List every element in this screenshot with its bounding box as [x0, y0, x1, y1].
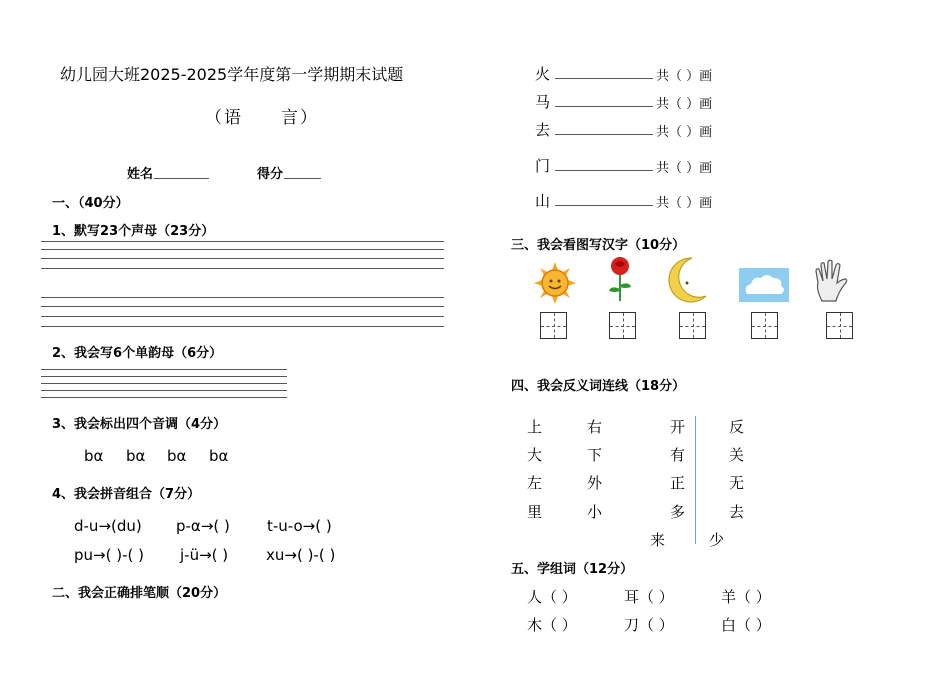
stroke-blank[interactable] [555, 205, 653, 206]
stroke-count[interactable]: 共（ ）画 [656, 161, 713, 176]
moon-icon [666, 256, 708, 304]
question-3: 3、我会标出四个音调（4分） [52, 417, 227, 432]
stroke-blank[interactable] [555, 106, 653, 107]
word-group-item[interactable]: 木（ ） [527, 616, 577, 634]
stroke-blank[interactable] [555, 170, 653, 171]
antonym-word[interactable]: 多 [670, 503, 686, 521]
section-2-heading: 二、我会正确排笔顺（20分） [52, 586, 227, 601]
stroke-char: 去 [535, 121, 551, 139]
antonym-word[interactable]: 来 [650, 531, 666, 549]
stroke-char: 山 [535, 192, 551, 210]
pinyin-item[interactable]: xu→( )-( ) [266, 546, 336, 564]
stroke-count[interactable]: 共（ ）画 [656, 125, 713, 140]
tianzi-box[interactable] [540, 312, 567, 339]
section-5-heading: 五、学组词（12分） [511, 562, 634, 577]
page-title: 幼儿园大班2025-2025学年度第一学期期末试题 [60, 65, 404, 84]
antonym-word[interactable]: 关 [729, 446, 745, 464]
cloud-icon [739, 268, 789, 302]
word-group-item[interactable]: 人（ ） [527, 588, 577, 606]
stroke-blank[interactable] [555, 78, 653, 79]
antonym-word[interactable]: 大 [527, 446, 543, 464]
antonym-word[interactable]: 正 [670, 474, 686, 492]
word-group-item[interactable]: 刀（ ） [624, 616, 674, 634]
antonym-word[interactable]: 外 [587, 474, 603, 492]
antonym-word[interactable]: 去 [729, 503, 745, 521]
word-group-item[interactable]: 耳（ ） [624, 588, 674, 606]
pinyin-item[interactable]: j-ü→( ) [180, 546, 229, 564]
tone-item[interactable]: bα [167, 447, 187, 465]
name-label: 姓名 [127, 167, 154, 182]
score-blank[interactable] [284, 178, 321, 179]
tianzi-box[interactable] [826, 312, 853, 339]
tianzi-box[interactable] [751, 312, 778, 339]
antonym-word[interactable]: 右 [587, 418, 603, 436]
stroke-char: 马 [535, 93, 551, 111]
question-4: 4、我会拼音组合（7分） [52, 487, 201, 502]
antonym-word[interactable]: 少 [709, 531, 725, 549]
score-label: 得分 [257, 167, 284, 182]
tone-item[interactable]: bα [126, 447, 146, 465]
stroke-char: 火 [535, 65, 551, 83]
antonym-word[interactable]: 上 [527, 418, 543, 436]
stroke-count[interactable]: 共（ ）画 [656, 196, 713, 211]
tianzi-box[interactable] [609, 312, 636, 339]
antonym-word[interactable]: 反 [729, 418, 745, 436]
pinyin-item[interactable]: d-u→(du) [74, 517, 142, 535]
hand-icon [812, 259, 854, 303]
question-1: 1、默写23个声母（23分） [52, 224, 215, 239]
section-1-heading: 一、（40分） [52, 196, 129, 211]
question-2: 2、我会写6个单韵母（6分） [52, 346, 223, 361]
pinyin-item[interactable]: t-u-o→( ) [267, 517, 332, 535]
antonym-word[interactable]: 无 [729, 474, 745, 492]
word-group-item[interactable]: 白（ ） [721, 616, 771, 634]
stroke-blank[interactable] [555, 134, 653, 135]
antonym-word[interactable]: 开 [670, 418, 686, 436]
stroke-count[interactable]: 共（ ）画 [656, 69, 713, 84]
tianzi-box[interactable] [679, 312, 706, 339]
antonym-word[interactable]: 下 [587, 446, 603, 464]
pinyin-item[interactable]: p-α→( ) [176, 517, 230, 535]
antonym-word[interactable]: 小 [587, 503, 603, 521]
stroke-count[interactable]: 共（ ）画 [656, 97, 713, 112]
stroke-char: 门 [535, 157, 551, 175]
word-group-item[interactable]: 羊（ ） [721, 588, 771, 606]
section-3-heading: 三、我会看图写汉字（10分） [511, 238, 686, 253]
sun-icon [534, 262, 576, 304]
antonym-word[interactable]: 有 [670, 446, 686, 464]
antonym-word[interactable]: 左 [527, 474, 543, 492]
subject-label: （语 言） [205, 108, 319, 128]
section-4-heading: 四、我会反义词连线（18分） [511, 379, 686, 394]
tone-item[interactable]: bα [209, 447, 229, 465]
name-blank[interactable] [154, 178, 209, 179]
flower-icon [603, 255, 637, 303]
pinyin-item[interactable]: pu→( )-( ) [74, 546, 144, 564]
antonym-word[interactable]: 里 [527, 503, 543, 521]
column-divider [695, 416, 696, 544]
tone-item[interactable]: bα [84, 447, 104, 465]
